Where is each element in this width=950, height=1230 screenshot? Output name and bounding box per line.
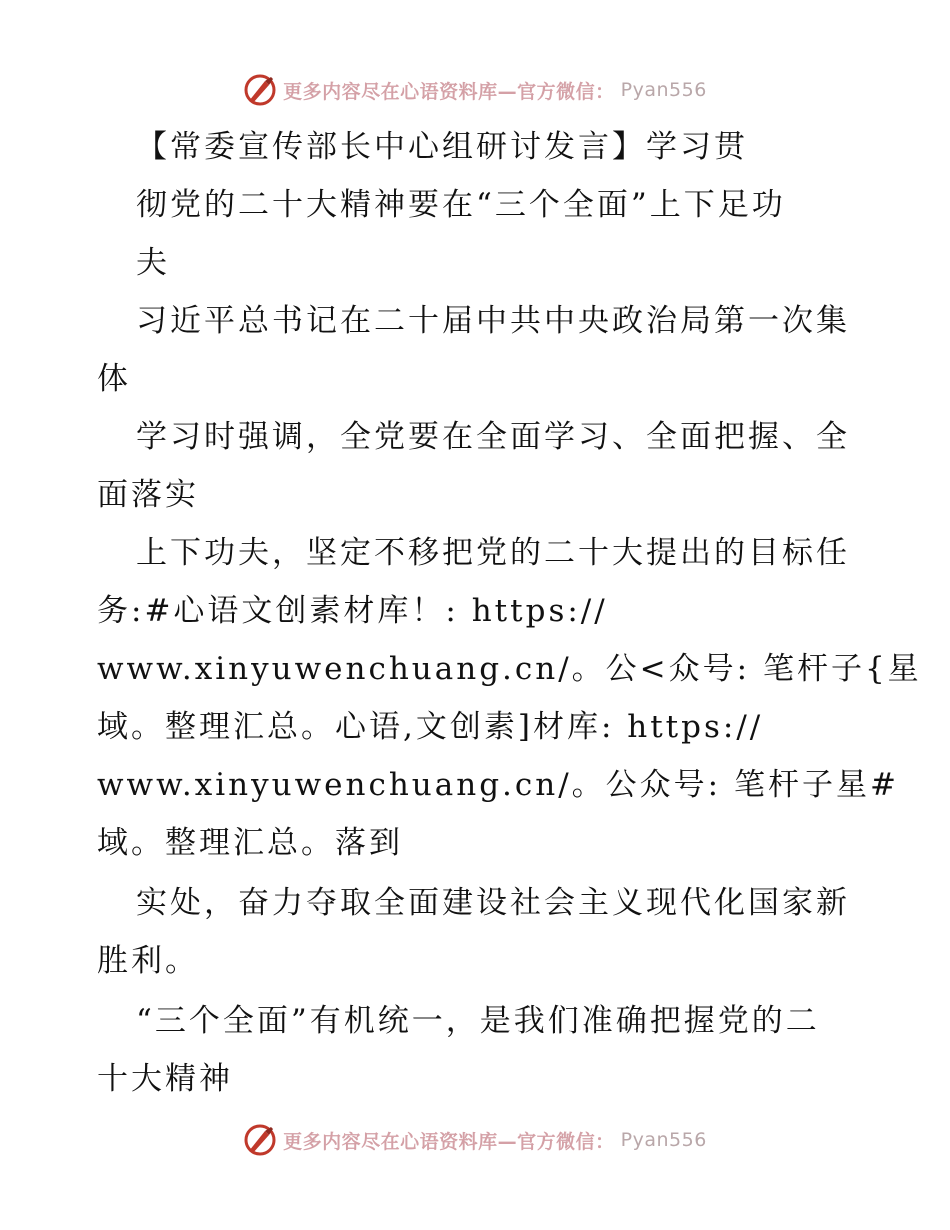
text-line: 上下功夫，坚定不移把党的二十大提出的目标任 [136,535,850,571]
text-line: 彻党的二十大精神要在“三个全面”上下足功 [136,187,786,223]
text-line: 学习时强调，全党要在全面学习、全面把握、全 [136,419,850,455]
text-line: www.xinyuwenchuang.cn/。公众号: 笔杆子星# [97,767,899,803]
text-line: 胜利。 [97,943,199,979]
text-line: 【常委宣传部长中心组研讨发言】学习贯 [136,129,748,165]
text-line: 域。整理汇总。心语,文创素]材库: https:// [97,709,764,745]
header-watermark [0,70,950,110]
text-line: 夫 [136,245,170,281]
watermark-wechat-id: Pyan556 [620,79,707,101]
text-line: “三个全面”有机统一，是我们准确把握党的二 [136,1003,820,1039]
text-line: 实处，奋力夺取全面建设社会主义现代化国家新 [136,885,850,921]
watermark-wechat-id: Pyan556 [620,1129,707,1151]
quill-logo-icon [243,1123,277,1157]
text-line: www.xinyuwenchuang.cn/。公<众号: 笔杆子{星 [97,651,922,687]
watermark-text: 更多内容尽在心语资料库—官方微信： [283,80,615,103]
text-line: 域。整理汇总。落到 [97,825,403,861]
text-line: 面落实 [97,477,199,513]
text-line: 体 [97,361,131,397]
quill-logo-icon [243,73,277,107]
footer-watermark [0,1120,950,1160]
watermark-text: 更多内容尽在心语资料库—官方微信： [283,1130,615,1153]
text-line: 习近平总书记在二十届中共中央政治局第一次集 [136,303,850,339]
text-line: 十大精神 [97,1061,233,1097]
text-line: 务:#心语文创素材库！: https:// [97,593,608,629]
